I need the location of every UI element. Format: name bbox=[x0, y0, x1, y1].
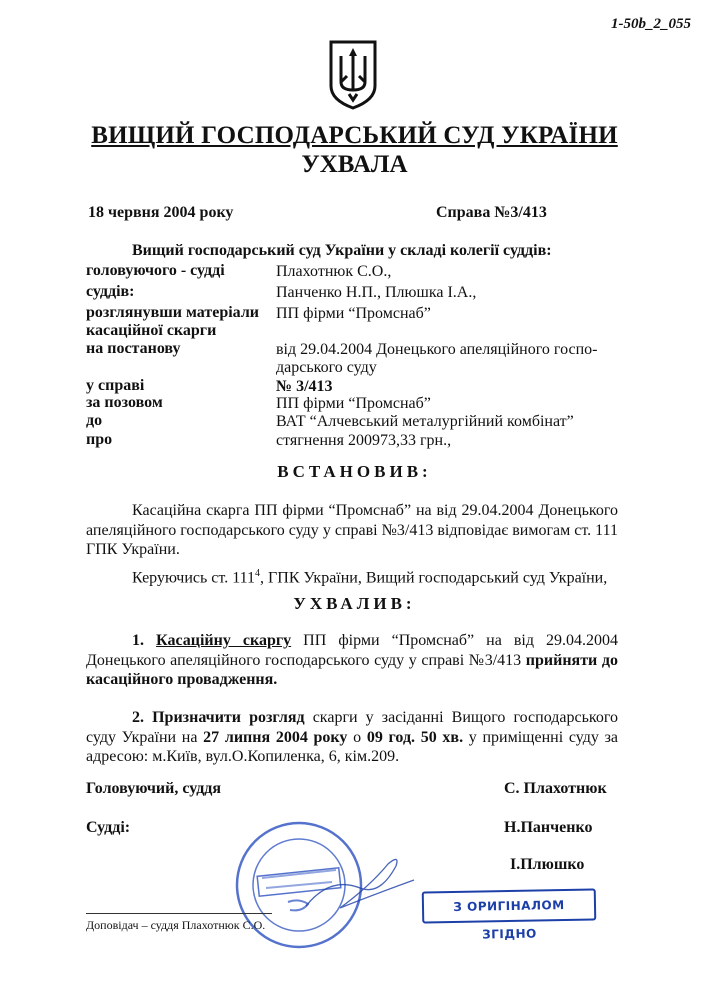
res1-end: прийняти до касаційного провадження. bbox=[86, 651, 618, 688]
row-value-continued: дарського суду bbox=[276, 359, 377, 376]
row-label: головуючого - судді bbox=[86, 262, 225, 279]
row-label: розглянувши матеріали bbox=[86, 304, 260, 321]
presiding-name: С. Плахотнюк bbox=[504, 780, 607, 797]
row-value: ВАТ “Алчевський металургійний комбінат” bbox=[276, 413, 574, 430]
row-value: Панченко Н.П., Плюшка І.А., bbox=[276, 284, 477, 301]
res2-time: 09 год. 50 хв. bbox=[366, 728, 464, 746]
row-value: № 3/413 bbox=[276, 378, 333, 395]
rapporteur-footer: Доповідач – суддя Плахотнюк С.О. bbox=[86, 918, 266, 932]
row-label: суддів: bbox=[86, 283, 135, 300]
res2-date: 27 липня 2004 року bbox=[203, 728, 348, 746]
trident-emblem-icon bbox=[327, 38, 379, 110]
section-resolved: УХВАЛИВ: bbox=[293, 594, 416, 613]
row-value: від 29.04.2004 Донецького апеляційного госпо- bbox=[276, 341, 598, 358]
row-label: на постанову bbox=[86, 340, 181, 357]
res1-number: 1. bbox=[132, 632, 157, 649]
judge-2-name: І.Плюшко bbox=[510, 856, 585, 873]
resolution-2 bbox=[86, 708, 618, 767]
handwritten-signature bbox=[300, 836, 420, 926]
established-paragraph-1: Касаційна скарга ПП фірми “Промснаб” на від 29.04.2004 Донецького апеляційного господарського суду у справі №3/413 відповідає вимогам ст. 111 ГПК України. bbox=[86, 502, 618, 558]
row-label: про bbox=[86, 431, 113, 448]
row-label: у справі bbox=[86, 377, 145, 394]
row-label: касаційної скарги bbox=[86, 322, 217, 339]
document-date: 18 червня 2004 року bbox=[88, 204, 234, 221]
row-label: за позовом bbox=[86, 394, 163, 411]
res2-bold: Призначити розгляд bbox=[152, 709, 305, 726]
res2-number: 2. bbox=[132, 709, 153, 726]
court-title: ВИЩИЙ ГОСПОДАРСЬКИЙ СУД УКРАЇНИ bbox=[91, 122, 618, 149]
article-superscript: 4 bbox=[255, 567, 261, 579]
section-established: ВСТАНОВИВ: bbox=[277, 462, 432, 481]
resolution-1 bbox=[86, 631, 618, 690]
judges-label: Судді: bbox=[86, 819, 131, 836]
certified-copy-stamp: З ОРИГІНАЛОМ ЗГІДНО bbox=[422, 888, 597, 923]
row-value: Плахотнюк С.О., bbox=[276, 263, 392, 280]
established-text bbox=[86, 501, 618, 587]
established-p2-text: , ГПК України, Вищий господарський суд України, bbox=[260, 568, 608, 586]
row-value: ПП фірми “Промснаб” bbox=[276, 305, 431, 322]
row-label: до bbox=[86, 412, 103, 429]
case-number: Справа №3/413 bbox=[436, 204, 547, 221]
res1-text: ПП фірми “Промснаб” на від 29.04.2004 Донецького апеляційного господарського суду у справі №3/413 bbox=[86, 632, 619, 669]
file-code: 1-50b_2_055 bbox=[611, 16, 691, 32]
presiding-label: Головуючий, суддя bbox=[86, 780, 222, 797]
established-paragraph-2 bbox=[86, 564, 618, 588]
res2-text: у приміщенні суду за адресою: м.Київ, вул.О.Копиленка, 6, кім.209. bbox=[86, 728, 619, 765]
res2-text: скарги у засіданні Вищого господарського суду України на bbox=[86, 709, 619, 746]
res2-text: о bbox=[347, 728, 367, 746]
footer-divider bbox=[86, 913, 272, 914]
established-p2-text: Керуючись ст. 111 bbox=[132, 568, 256, 586]
document-type: УХВАЛА bbox=[301, 151, 408, 178]
row-value: стягнення 200973,33 грн., bbox=[276, 432, 452, 449]
row-value: ПП фірми “Промснаб” bbox=[276, 395, 431, 412]
panel-intro: Вищий господарський суд України у складі колегії суддів: bbox=[132, 242, 552, 259]
judge-1-name: Н.Панченко bbox=[504, 819, 593, 836]
res1-bold: Касаційну скаргу bbox=[156, 632, 292, 649]
